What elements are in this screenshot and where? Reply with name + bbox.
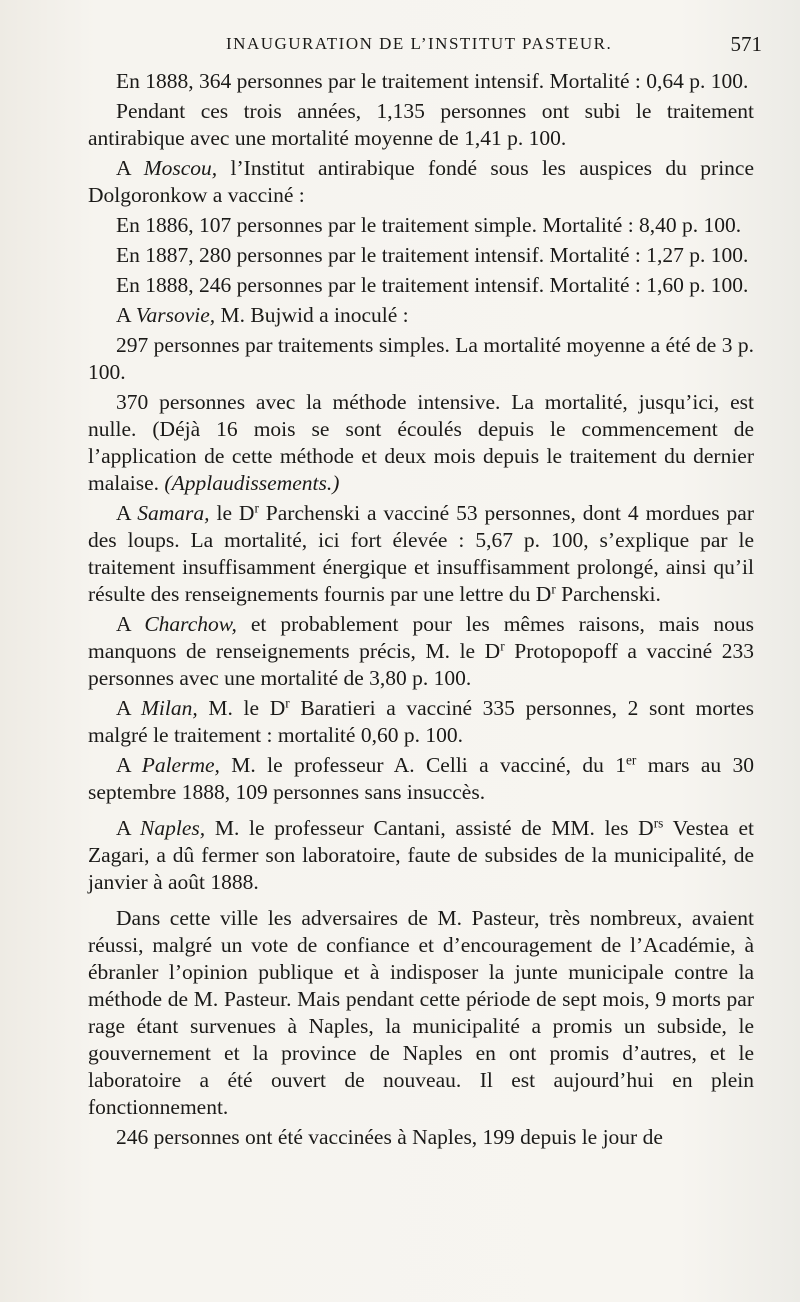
running-head <box>60 30 762 58</box>
text-run: Parchenski. <box>555 582 661 606</box>
italic-run: Samara, <box>137 501 210 525</box>
paragraph <box>88 905 754 1121</box>
paragraph <box>88 500 754 608</box>
italic-run: Milan, <box>141 696 198 720</box>
body-text <box>88 68 754 1154</box>
text-run: A <box>116 156 144 180</box>
text-run: A <box>116 501 138 525</box>
text-run: A <box>116 303 136 327</box>
text-run: Pendant ces trois années, 1,135 personnes ont subi le traitement antirabique avec une mortalité moyenne de 1,41 p. 100. <box>88 99 754 150</box>
text-run: Baratieri a vacciné 335 personnes, 2 sont mortes malgré le traitement : mortalité 0,60 p. 100. <box>88 696 755 747</box>
text-run: Vestea et Zagari, a dû fermer son laboratoire, faute de subsides de la municipalité, de janvier à août 1888. <box>88 816 755 894</box>
text-run: le D <box>209 501 255 525</box>
italic-run: Charchow, <box>144 612 237 636</box>
text-run: Protopopoff a vacciné 233 personnes avec une mortalité de 3,80 p. 100. <box>88 639 754 690</box>
italic-run: Moscou, <box>143 156 218 180</box>
paragraph <box>88 752 754 806</box>
text-run: M. le professeur A. Celli a vacciné, du 1 <box>219 753 626 777</box>
italic-run: Naples, <box>140 816 206 840</box>
paragraph <box>88 815 754 896</box>
running-title: INAUGURATION DE L’INSTITUT PASTEUR. <box>226 34 613 53</box>
superscript: r <box>254 500 259 516</box>
paragraph <box>88 212 754 239</box>
paragraph <box>88 389 754 497</box>
text-run: l’Institut antirabique fondé sous les auspices du prince Dolgoronkow a vacciné : <box>88 156 755 207</box>
italic-run: (Applaudissements.) <box>164 471 340 495</box>
paragraph <box>88 242 754 269</box>
paragraph <box>88 272 754 299</box>
text-run: A <box>116 612 145 636</box>
superscript: r <box>551 581 556 597</box>
text-run: A <box>116 696 141 720</box>
text-run: 370 personnes avec la méthode intensive. La mortalité, jusqu’ici, est nulle. (Déjà 16 mois se sont écoulés depuis le commencement de l’application de cette méthode et deux mois depuis le traitement du dernier malaise. <box>88 390 754 495</box>
text-run: M. le professeur Cantani, assisté de MM. les D <box>205 816 654 840</box>
superscript: r <box>285 695 290 711</box>
text-run: A <box>116 816 141 840</box>
italic-run: Palerme, <box>141 753 220 777</box>
italic-run: Varsovie, <box>135 303 216 327</box>
page-number: 571 <box>730 32 762 56</box>
paragraph <box>88 332 754 386</box>
text-run: M. Bujwid a inoculé : <box>215 303 409 327</box>
text-run: En 1887, 280 personnes par le traitement intensif. Mortalité : 1,27 p. 100. <box>116 243 749 267</box>
superscript: er <box>626 752 637 768</box>
paragraph <box>88 302 754 329</box>
paragraph <box>88 695 754 749</box>
superscript: rs <box>653 815 664 831</box>
text-run: mars au 30 septembre 1888, 109 personnes sans insuccès. <box>88 753 755 804</box>
text-run: A <box>116 753 142 777</box>
paragraph <box>88 155 754 209</box>
paragraph <box>88 98 754 152</box>
text-run: et probablement pour les mêmes raisons, mais nous manquons de renseignements précis, M. le D <box>88 612 754 663</box>
text-run: 246 personnes ont été vaccinées à Naples, 199 depuis le jour de <box>116 1125 663 1149</box>
text-run: En 1888, 246 personnes par le traitement intensif. Mortalité : 1,60 p. 100. <box>116 273 749 297</box>
paragraph <box>88 1124 754 1151</box>
text-run: En 1886, 107 personnes par le traitement simple. Mortalité : 8,40 p. 100. <box>116 213 742 237</box>
text-run: Dans cette ville les adversaires de M. Pasteur, très nombreux, avaient réussi, malgré un vote de confiance et d’encouragement de l’Académie, à ébranler l’opinion publique et à indisposer la junte municipale contre la méthode de M. Pasteur. Mais pendant cette période de sept mois, 9 morts par rage étant survenues à Naples, la municipalité a promis un subside, le gouvernement et la province de Naples en ont promis d’autres, et le laboratoire a été ouvert de nouveau. Il est aujourd’hui en plein fonctionnement. <box>88 906 754 1119</box>
text-run: En 1888, 364 personnes par le traitement intensif. Mortalité : 0,64 p. 100. <box>116 69 749 93</box>
text-run: 297 personnes par traitements simples. La mortalité moyenne a été de 3 p. 100. <box>88 333 754 384</box>
superscript: r <box>500 638 505 654</box>
text-run: M. le D <box>197 696 286 720</box>
text-run: Parchenski a vacciné 53 personnes, dont 4 mordues par des loups. La mortalité, ici fort élevée : 5,67 p. 100, s’explique par le traitement insuffisamment énergique et insuffisamment prolongé, ainsi qu’il résulte des renseignements fournis par une lettre du D <box>88 501 754 606</box>
paragraph <box>88 611 754 692</box>
paragraph <box>88 68 754 95</box>
